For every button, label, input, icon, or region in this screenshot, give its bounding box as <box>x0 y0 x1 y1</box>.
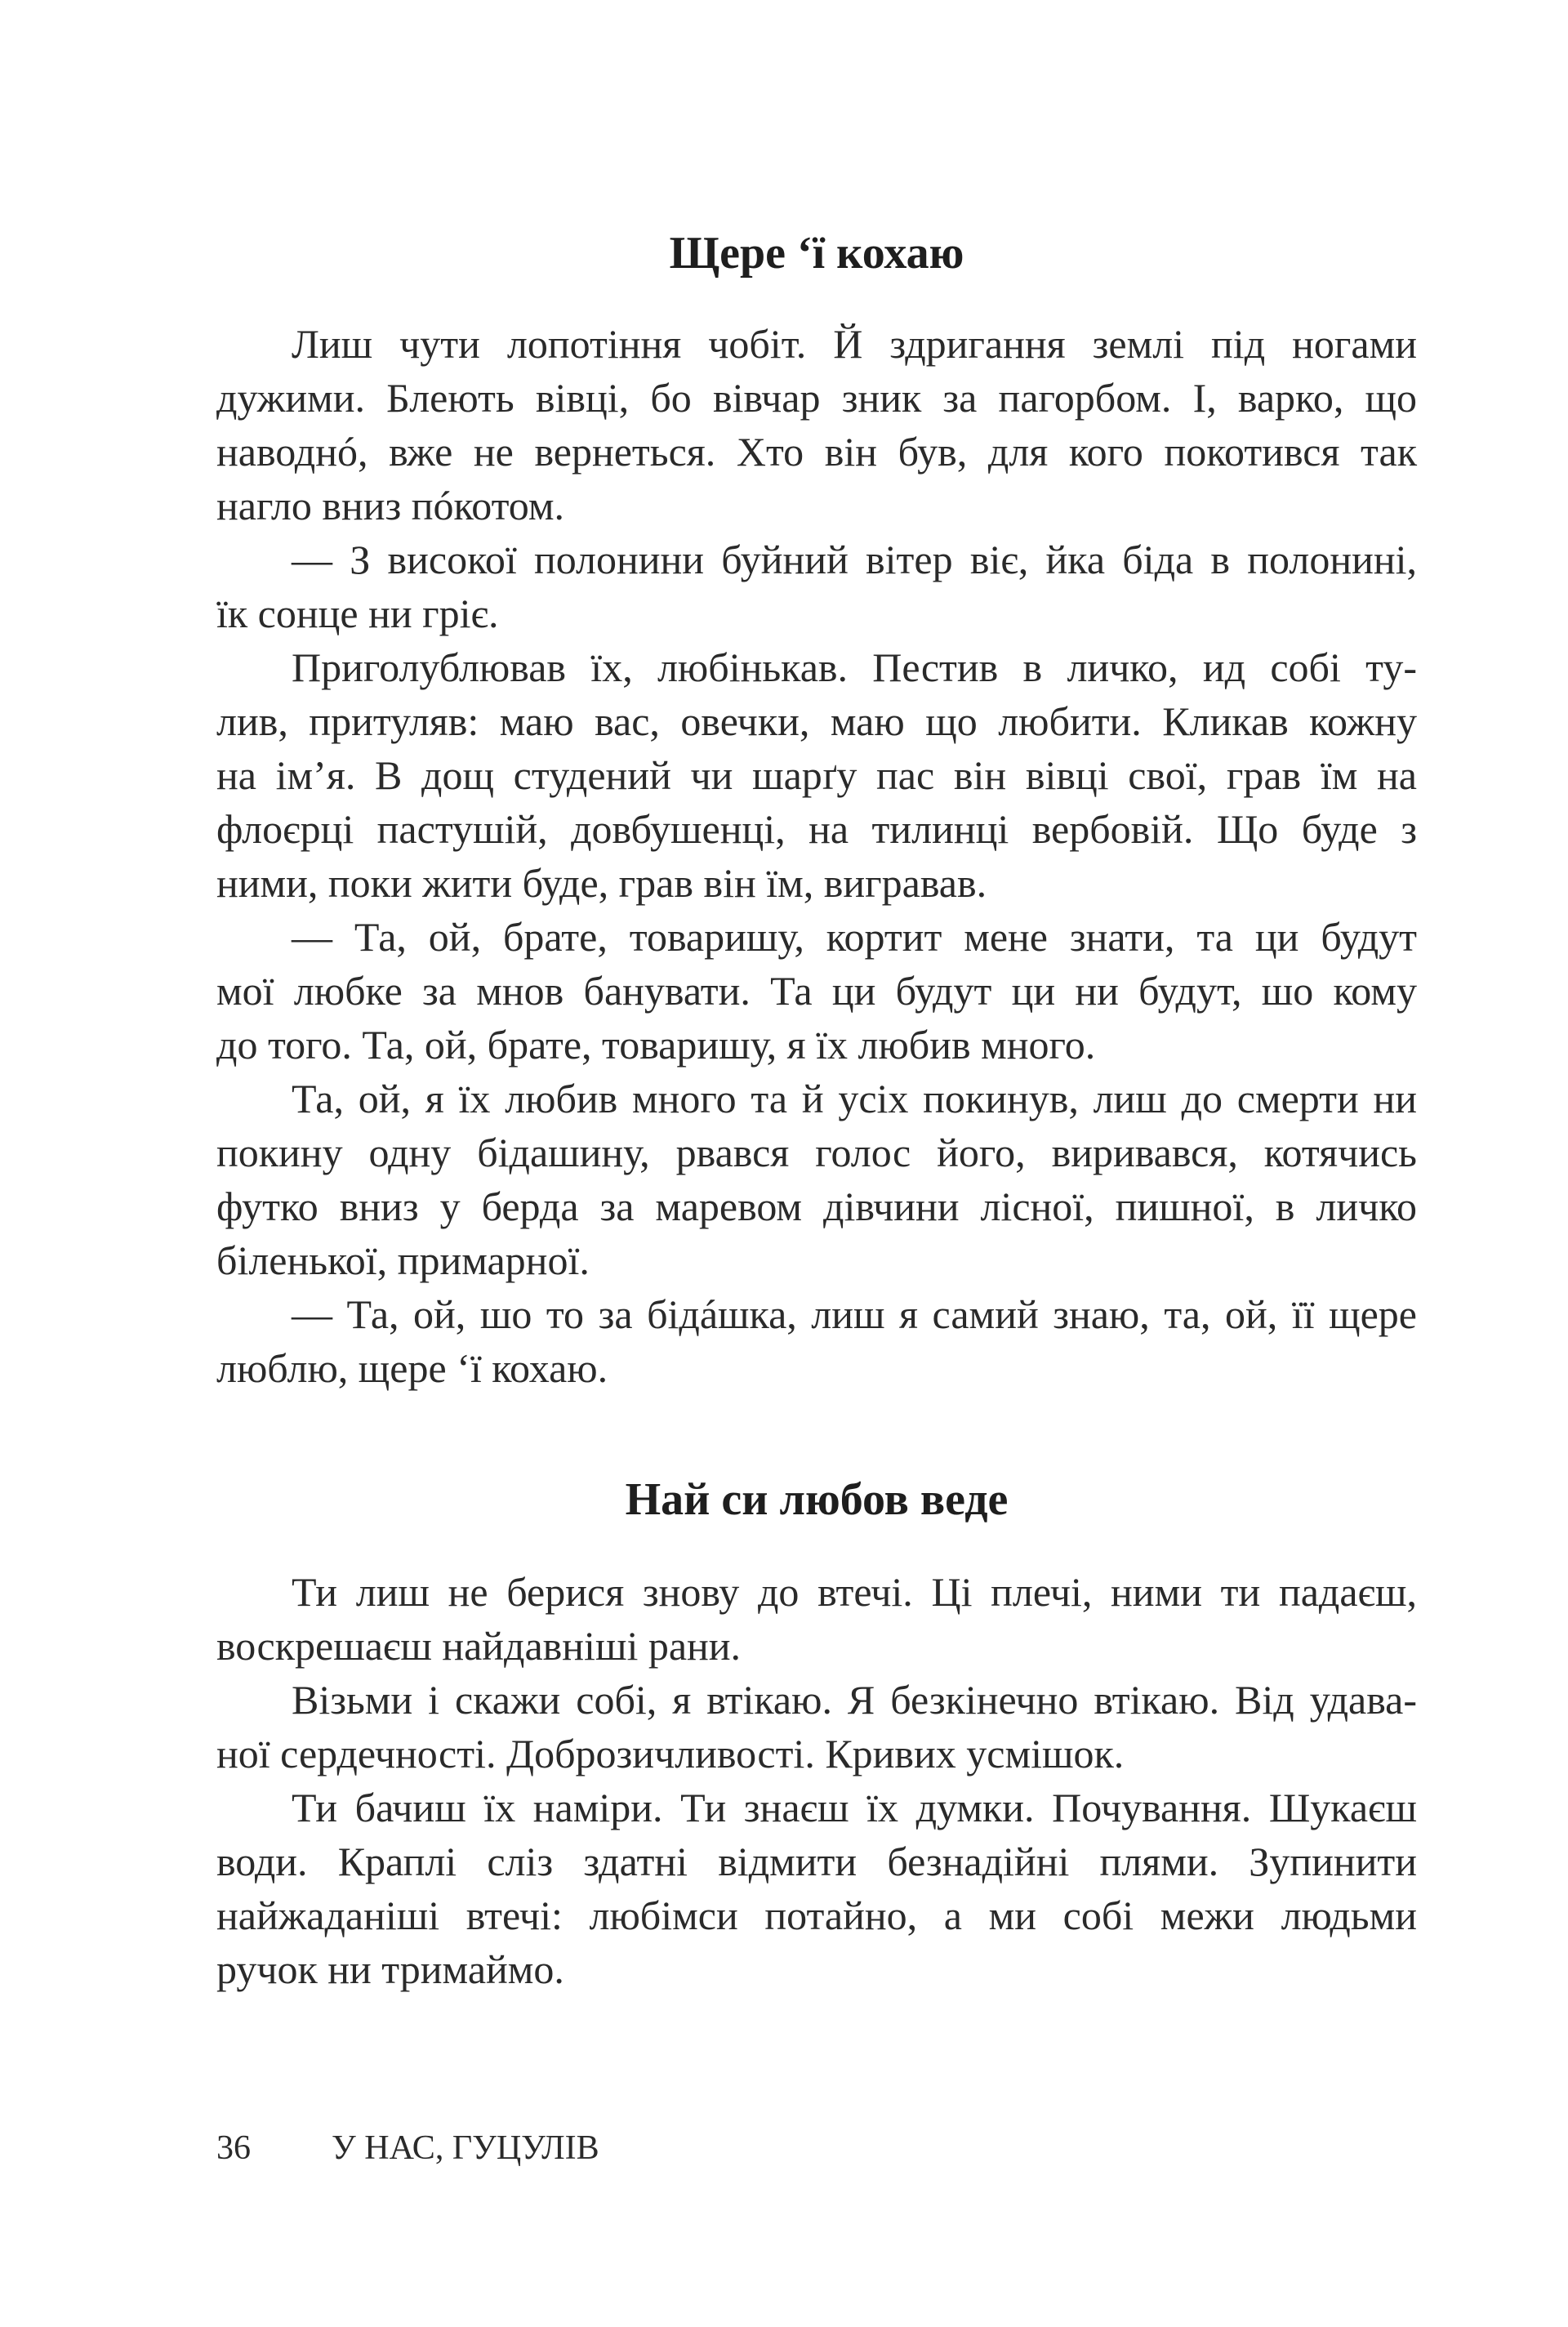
paragraph <box>216 1072 1417 1287</box>
paragraph <box>216 640 1417 910</box>
paragraph <box>216 1565 1417 1673</box>
text-line: люблю, щере ʻї кохаю. <box>216 1345 608 1391</box>
text-line: нагло вниз пóкотом. <box>216 483 564 528</box>
text-line: на імʼя. В дощ студений чи шарґу пас він вівці свої, грав їм на <box>216 752 1417 798</box>
text-line: воскрешаєш найдавніші рани. <box>216 1623 742 1669</box>
text-line: покину одну бідашину, рвався голос його, виривався, котячись <box>216 1130 1417 1175</box>
text-line: наводнó, вже не вернеться. Хто він був, для кого покотився так <box>216 429 1417 475</box>
text-line: мої любке за мнов банувати. Та ци будут ци ни будут, шо кому <box>216 968 1417 1014</box>
text-line: Ти бачиш їх наміри. Ти знаєш їх думки. Почування. Шукаєш <box>292 1785 1417 1830</box>
text-line: Лиш чути лопотіння чобіт. Й здригання землі під ногами <box>292 321 1417 367</box>
paragraph <box>216 1673 1417 1781</box>
section-title: Щере ʻї кохаю <box>669 228 964 279</box>
paragraph <box>216 910 1417 1072</box>
text-line: до того. Та, ой, брате, товаришу, я їх любив много. <box>216 1022 1096 1068</box>
text-line: ручок ни тримаймо. <box>216 1946 564 1992</box>
text-line: найжаданіші втечі: любімси потайно, а ми собі межи людьми <box>216 1892 1417 1938</box>
text-line: їк сонце ни гріє. <box>216 591 499 636</box>
text-line: ної сердечності. Доброзичливості. Кривих усмішок. <box>216 1731 1125 1776</box>
paragraph <box>216 317 1417 533</box>
text-line: флоєрці пастушій, довбушенці, на тилинці вербовій. Що буде з <box>216 806 1417 852</box>
paragraph <box>216 1781 1417 1996</box>
text-line: — З високої полонини буйний вітер віє, йка біда в полонині, <box>292 537 1417 582</box>
page-number: 36 <box>216 2129 251 2167</box>
text-line: лив, притуляв: маю вас, овечки, маю що любити. Кликав кожну <box>216 698 1417 744</box>
text-line: дужими. Блеють вівці, бо вівчар зник за пагорбом. І, варко, що <box>216 375 1417 421</box>
running-title: У НАС, ГУЦУЛІВ <box>332 2129 599 2167</box>
text-line: води. Краплі сліз здатні відмити безнадійні плями. Зупинити <box>216 1839 1417 1884</box>
section-body <box>216 1565 1417 1996</box>
section-title: Най си любов веде <box>625 1474 1009 1525</box>
section-body <box>216 317 1417 1395</box>
text-line: Та, ой, я їх любив много та й усіх покинув, лиш до смерти ни <box>292 1076 1417 1121</box>
paragraph <box>216 533 1417 640</box>
text-line: Ти лиш не берися знову до втечі. Ці плечі, ними ти падаєш, <box>292 1569 1417 1615</box>
text-line: футко вниз у берда за маревом дівчини лісної, пишної, в личко <box>216 1184 1417 1229</box>
text-line: біленької, примарної. <box>216 1237 590 1283</box>
text-line: Візьми і скажи собі, я втікаю. Я безкінечно втікаю. Від удава- <box>292 1677 1417 1723</box>
paragraph <box>216 1287 1417 1395</box>
text-line: — Та, ой, шо то за бідáшка, лиш я самий знаю, та, ой, її щере <box>292 1291 1417 1337</box>
text-line: ними, поки жити буде, грав він їм, вигравав. <box>216 860 987 906</box>
text-line: Приголублював їх, любінькав. Пестив в личко, ид собі ту- <box>292 644 1417 690</box>
text-line: — Та, ой, брате, товаришу, кортит мене знати, та ци будут <box>292 914 1417 960</box>
